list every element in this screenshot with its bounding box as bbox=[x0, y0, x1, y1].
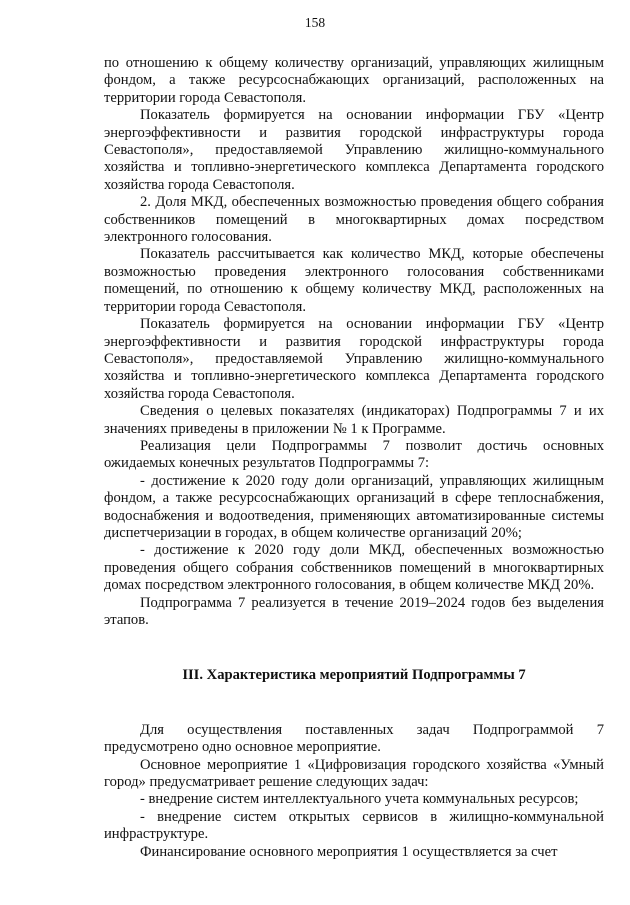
paragraph: по отношению к общему количеству организаций, управляющих жилищным фондом, а также ресурсоснабжающих организаций, расположенных на территории города Севастополя. bbox=[104, 55, 604, 106]
paragraph: Показатель рассчитывается как количество МКД, которые обеспечены возможностью проведения электронного голосования собственниками помещений, по отношению к общему количеству МКД, расположенных на территории города Севастополя. bbox=[104, 246, 604, 315]
paragraph: - внедрение систем интеллектуального учета коммунальных ресурсов; bbox=[140, 791, 579, 808]
body-text-bottom bbox=[104, 722, 604, 861]
page-content bbox=[104, 55, 604, 861]
paragraph: Финансирование основного мероприятия 1 осуществляется за счет bbox=[140, 843, 558, 860]
paragraph: Основное мероприятие 1 «Цифровизация городского хозяйства «Умный город» предусматривает решение следующих задач: bbox=[104, 756, 604, 791]
body-text-top bbox=[104, 55, 604, 629]
paragraph: - достижение к 2020 году доли МКД, обеспеченных возможностью проведения общего собрания собственников помещений в многоквартирных домах посредством электронного голосования, в общем количестве МКД 20%. bbox=[104, 542, 604, 594]
page-number: 158 bbox=[304, 15, 326, 30]
paragraph: Показатель формируется на основании информации ГБУ «Центр энергоэффективности и развития городской инфраструктуры города Севастополя», предоставляемой Управлению жилищно-коммунального хозяйства и топливно-энергетического комплекса Департамента городского хозяйства города Севастополя. bbox=[104, 107, 604, 193]
paragraph: Для осуществления поставленных задач Подпрограммой 7 предусмотрено одно основное мероприятие. bbox=[104, 721, 604, 756]
paragraph: Сведения о целевых показателях (индикаторах) Подпрограммы 7 и их значениях приведены в приложении № 1 к Программе. bbox=[104, 403, 604, 437]
paragraph: Подпрограмма 7 реализуется в течение 2019–2024 годов без выделения этапов. bbox=[104, 594, 604, 628]
paragraph: - внедрение систем открытых сервисов в жилищно-коммунальной инфраструктуре. bbox=[104, 808, 604, 843]
section-heading: III. Характеристика мероприятий Подпрограммы 7 bbox=[182, 667, 526, 684]
paragraph: Реализация цели Подпрограммы 7 позволит достичь основных ожидаемых конечных результатов Подпрограммы 7: bbox=[104, 437, 604, 472]
paragraph: 2. Доля МКД, обеспеченных возможностью проведения общего собрания собственников помещений в многоквартирных домах посредством электронного голосования. bbox=[104, 194, 604, 246]
paragraph: - достижение к 2020 году доли организаций, управляющих жилищным фондом, а также ресурсоснабжающих организаций в сфере теплоснабжения, водоснабжения и водоотведения, применяющих автоматизированные системы диспетчеризации в городах, в общем количестве организаций 20%; bbox=[104, 472, 604, 541]
paragraph: Показатель формируется на основании информации ГБУ «Центр энергоэффективности и развития городской инфраструктуры города Севастополя», предоставляемой Управлению жилищно-коммунального хозяйства и топливно-энергетического комплекса Департамента городского хозяйства города Севастополя. bbox=[104, 316, 604, 402]
